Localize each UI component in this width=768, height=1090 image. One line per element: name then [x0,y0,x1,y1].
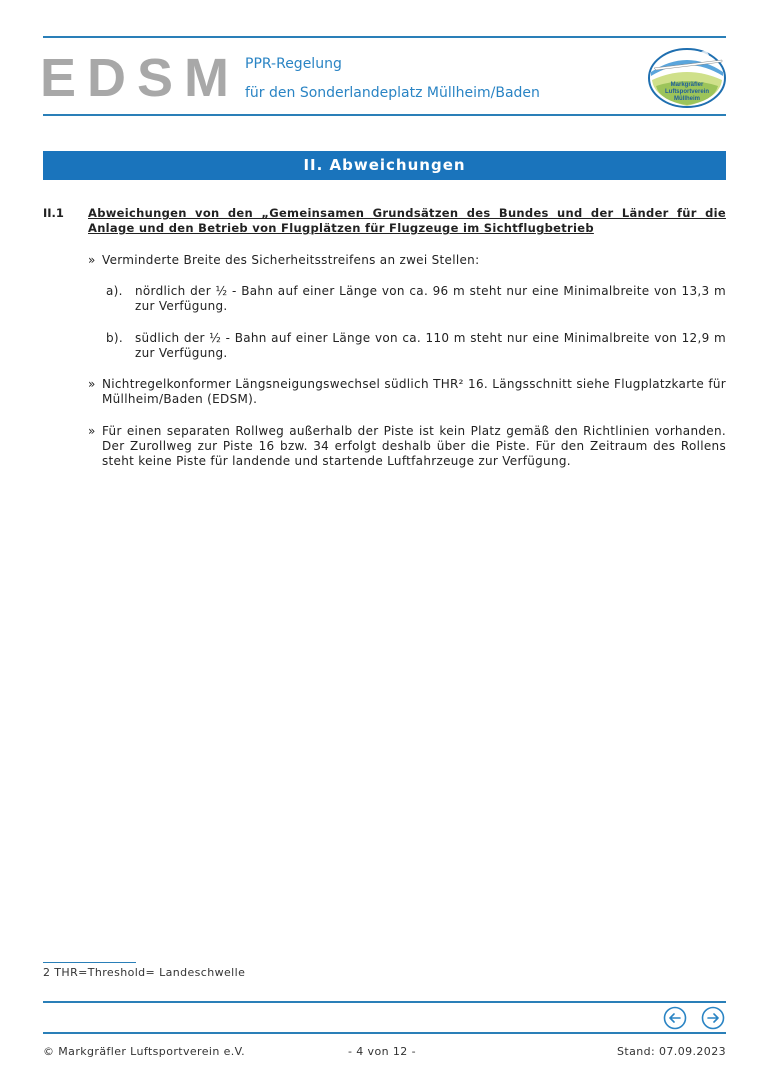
item-b-text: südlich der ½ - Bahn auf einer Länge von ca. 110 m steht nur eine Minimalbreite von 12,9 m zur Verfügung. [135,331,726,360]
footer-page-number: - 4 von 12 - [348,1045,416,1058]
previous-page-button[interactable] [663,1006,687,1030]
bullet-laengsneigung: Nichtregelkonformer Längsneigungswechsel südlich THR² 16. Längsschnitt siehe Flugplatzkarte für Müllheim/Baden (EDSM). [102,377,726,406]
header-bottom-rule [43,114,726,116]
footer-date: Stand: 07.09.2023 [617,1045,726,1058]
airfield-code: EDSM [40,48,241,108]
document-title: PPR-Regelung [245,56,342,72]
footnote: 2 THR=Threshold= Landeschwelle [43,966,246,979]
next-page-button[interactable] [701,1006,725,1030]
arrow-right-circle-icon [701,1006,725,1030]
club-logo [646,46,728,110]
section-title: II. Abweichungen [43,151,726,180]
bullet-rollweg: Für einen separaten Rollweg außerhalb der Piste ist kein Platz gemäß den Richtlinien vorhanden. Der Zurollweg zur Piste 16 bzw. 34 erfolgt deshalb über die Piste. Für den Zeitraum des Rollens steht keine Piste für landende und startende Luftfahrzeuge zur Verfügung. [102,424,726,468]
footer-top-rule [43,1001,726,1003]
logo-text-line2: Luftsportverein [664,89,709,95]
subsection-number: II.1 [43,206,64,220]
header-top-rule [43,36,726,38]
bullet-marker: » [88,377,96,391]
footnote-rule [43,962,136,963]
item-a-text: nördlich der ½ - Bahn auf einer Länge von ca. 96 m steht nur eine Minimalbreite von 13,3 m zur Verfügung. [135,284,726,313]
item-b-label: b). [106,331,124,345]
logo-text-line1: Markgräfler [670,82,704,88]
subsection-heading: Abweichungen von den „Gemeinsamen Grundsätzen des Bundes und der Länder für die Anlage und den Betrieb von Flugplätzen für Flugzeuge im Sichtflugbetrieb [88,206,726,235]
document-subtitle: für den Sonderlandeplatz Müllheim/Baden [245,85,540,101]
bullet-marker: » [88,253,96,267]
bullet-marker: » [88,424,96,438]
logo-text-line3: Müllheim [673,96,700,102]
arrow-left-circle-icon [663,1006,687,1030]
footer-bottom-rule [43,1032,726,1034]
item-a-label: a). [106,284,123,298]
bullet-sicherheitsstreifen: Verminderte Breite des Sicherheitsstreifens an zwei Stellen: [102,253,480,267]
footer-copyright: © Markgräfler Luftsportverein e.V. [43,1045,246,1058]
